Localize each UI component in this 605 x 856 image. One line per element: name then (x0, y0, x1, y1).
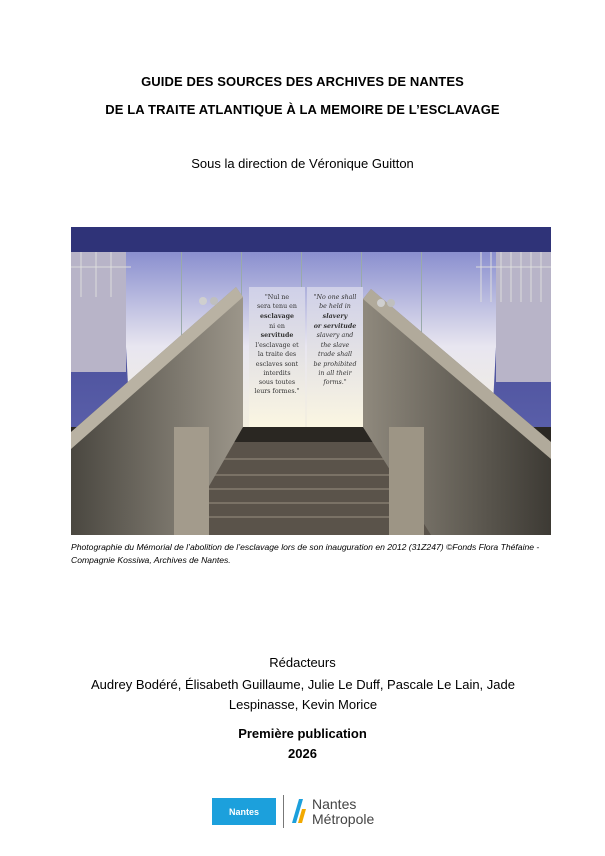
metropole-logo-line-2: Métropole (312, 811, 375, 827)
panel-left-line: leurs formes." (254, 388, 300, 395)
panel-left-line: sera tenu en (257, 303, 297, 310)
panel-right-line: forms." (323, 379, 347, 386)
editors-names: Audrey Bodéré, Élisabeth Guillaume, Julie Le Duff, Pascale Le Lain, Jade Lespinasse, Kevin Morice (91, 677, 515, 712)
nantes-logo (212, 798, 276, 825)
panel-right-line: in all their (318, 370, 352, 377)
publication-label: Première publication (238, 726, 367, 741)
editor-credit: Sous la direction de Véronique Guitton (191, 156, 414, 171)
document-title-line-1: GUIDE DES SOURCES DES ARCHIVES DE NANTES (141, 74, 464, 89)
panel-right-line: "No one shall (313, 294, 357, 301)
panel-left-line: interdits (263, 370, 291, 377)
panel-left-line: esclavage (259, 313, 295, 320)
memorial-photo (71, 227, 551, 535)
panel-right-line: the slave (320, 342, 350, 349)
panel-right-line: slavery and (316, 332, 354, 339)
panel-right-line: be held in (319, 303, 351, 310)
panel-right-line: be prohibited (313, 361, 357, 368)
panel-left-line: "Nul ne (264, 294, 290, 301)
photo-caption: Photographie du Mémorial de l’abolition de l’esclavage lors de son inauguration en 2012 (31Z247) ©Fonds Flora Théfaine - Compagnie Kossiwa, Archives de Nantes. (71, 542, 540, 565)
panel-right-line: or servitude (313, 323, 357, 330)
panel-left-line: servitude (260, 332, 294, 339)
panel-left-line: ni en (269, 323, 285, 330)
panel-left-line: la traite des (257, 351, 297, 358)
nantes-logo-text: Nantes (228, 806, 259, 817)
metropole-logo-line-1: Nantes (312, 796, 357, 812)
metropole-mark-icon (290, 797, 308, 825)
panel-right-line: slavery (322, 313, 348, 320)
document-title-line-2: DE LA TRAITE ATLANTIQUE À LA MEMOIRE DE L’ESCLAVAGE (105, 102, 500, 117)
panel-left-line: esclaves sont (255, 361, 299, 368)
editors-label: Rédacteurs (269, 655, 336, 670)
panel-left-line: l'esclavage et (255, 342, 299, 349)
panel-right-line: trade shall (317, 351, 353, 358)
nantes-metropole-logo (290, 795, 390, 829)
logo-divider (283, 795, 284, 828)
panel-left-line: sous toutes (258, 379, 296, 386)
publication-year: 2026 (288, 746, 317, 761)
